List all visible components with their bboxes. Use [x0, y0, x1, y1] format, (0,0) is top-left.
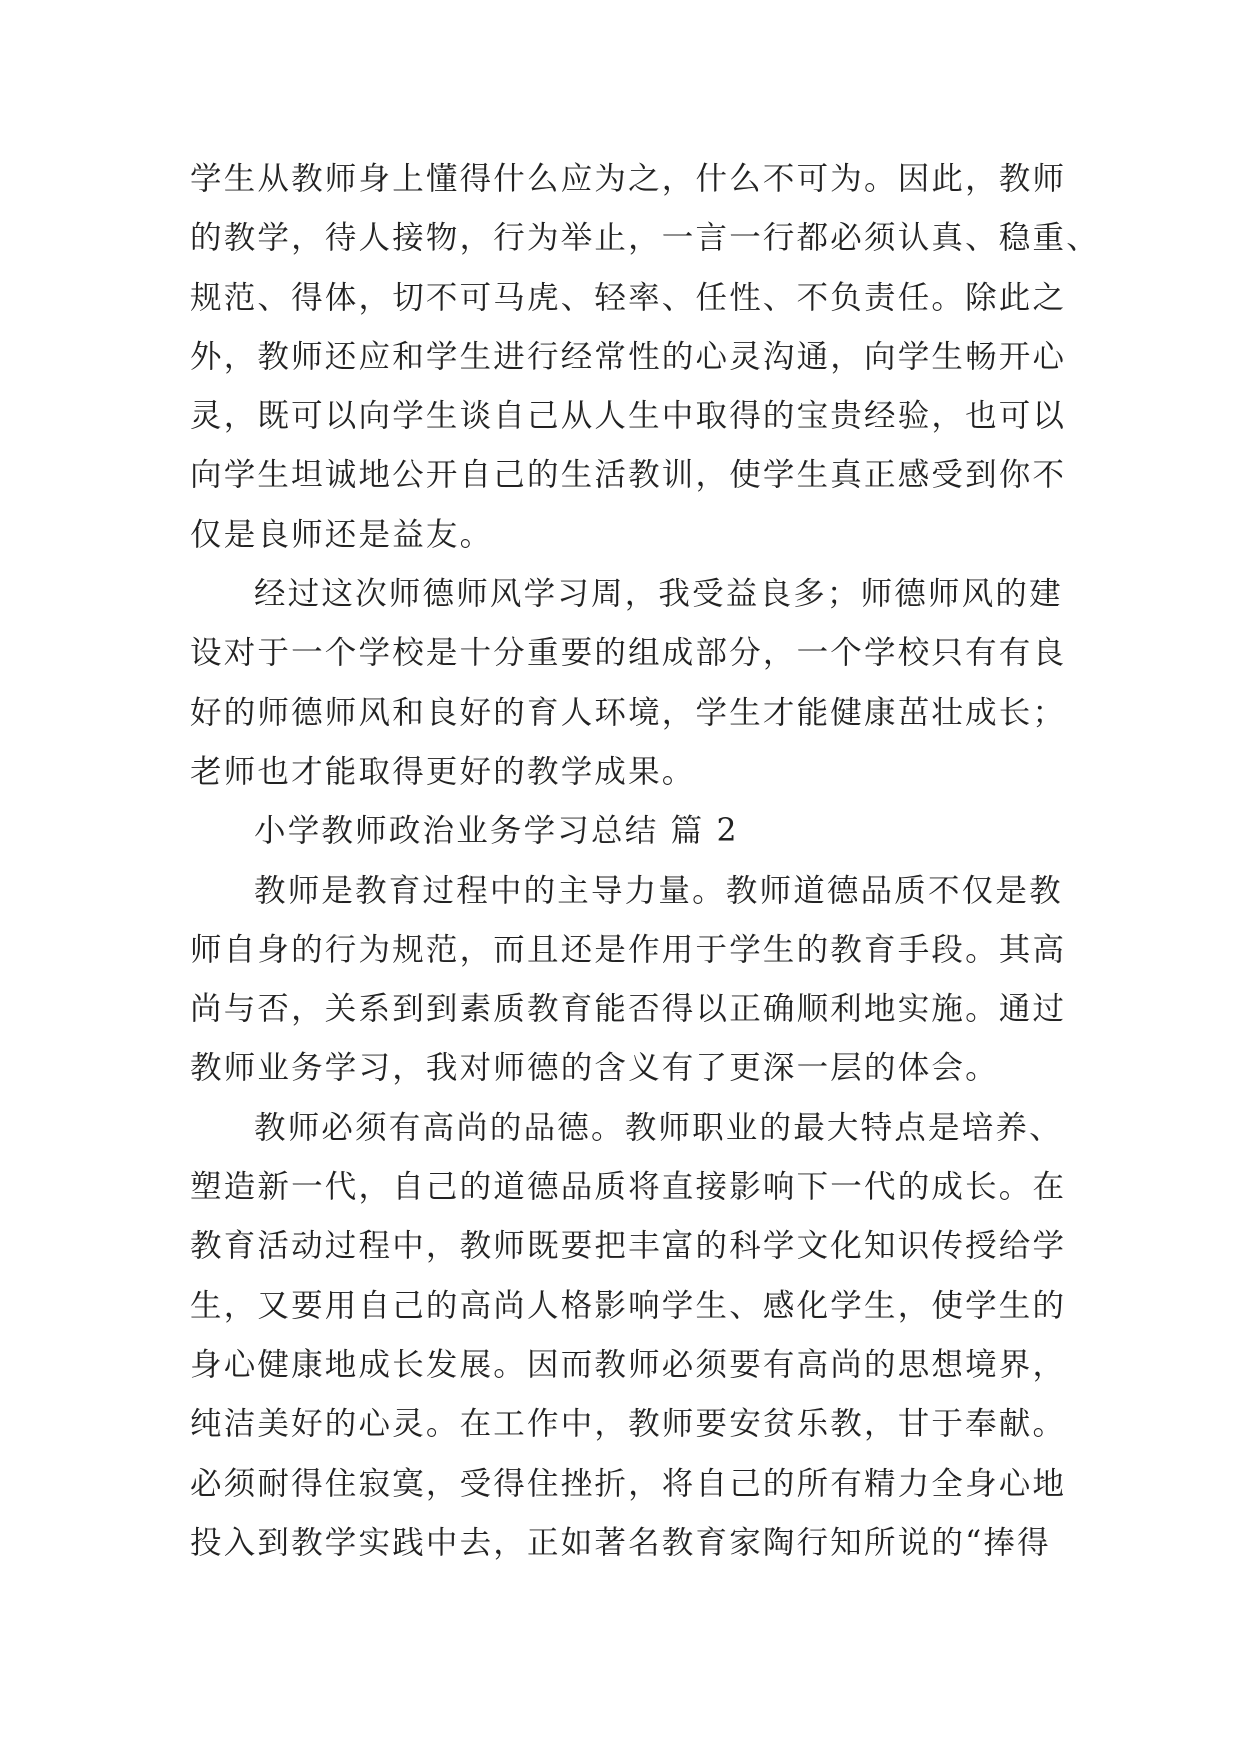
text-line: 尚与否，关系到到素质教育能否得以正确顺利地实施。通过: [190, 991, 1067, 1028]
text-line: 教育活动过程中，教师既要把丰富的科学文化知识传授给学: [190, 1228, 1067, 1265]
text-line: 教师必须有高尚的品德。教师职业的最大特点是培养、: [254, 1109, 1063, 1146]
text-line: 纯洁美好的心灵。在工作中，教师要安贫乐教，甘于奉献。: [190, 1406, 1067, 1443]
text-line: 生，又要用自己的高尚人格影响学生、感化学生，使学生的: [190, 1287, 1067, 1324]
text-line: 的教学，待人接物，行为举止，一言一行都必须认真、稳重、: [190, 220, 1100, 257]
text-line: 身心健康地成长发展。因而教师必须要有高尚的思想境界，: [190, 1346, 1067, 1383]
document-body: [190, 150, 1100, 1573]
text-line: 外，教师还应和学生进行经常性的心灵沟通，向学生畅开心: [190, 338, 1067, 375]
text-line: 好的师德师风和良好的育人环境，学生才能健康茁壮成长；: [190, 694, 1067, 731]
text-line: 仅是良师还是益友。: [190, 516, 494, 553]
text-line: 设对于一个学校是十分重要的组成部分，一个学校只有有良: [190, 635, 1067, 672]
text-line: 向学生坦诚地公开自己的生活教训，使学生真正感受到你不: [190, 457, 1067, 494]
text-line: 必须耐得住寂寞，受得住挫折，将自己的所有精力全身心地: [190, 1465, 1067, 1502]
text-line: 经过这次师德师风学习周，我受益良多；师德师风的建: [254, 576, 1063, 613]
text-line: 灵，既可以向学生谈自己从人生中取得的宝贵经验，也可以: [190, 398, 1067, 435]
text-line: 塑造新一代，自己的道德品质将直接影响下一代的成长。在: [190, 1169, 1067, 1206]
text-line: 教师是教育过程中的主导力量。教师道德品质不仅是教: [254, 872, 1063, 909]
text-line: 教师业务学习，我对师德的含义有了更深一层的体会。: [190, 1050, 999, 1087]
text-line: 学生从教师身上懂得什么应为之，什么不可为。因此，教师: [190, 161, 1067, 197]
text-line: 投入到教学实践中去，正如著名教育家陶行知所说的“捧得: [190, 1524, 1051, 1561]
text-line: 小学教师政治业务学习总结 篇 2: [254, 813, 739, 850]
text-line: 老师也才能取得更好的教学成果。: [190, 753, 696, 790]
text-line: 规范、得体，切不可马虎、轻率、任性、不负责任。除此之: [190, 279, 1067, 316]
text-line: 师自身的行为规范，而且还是作用于学生的教育手段。其高: [190, 931, 1067, 968]
